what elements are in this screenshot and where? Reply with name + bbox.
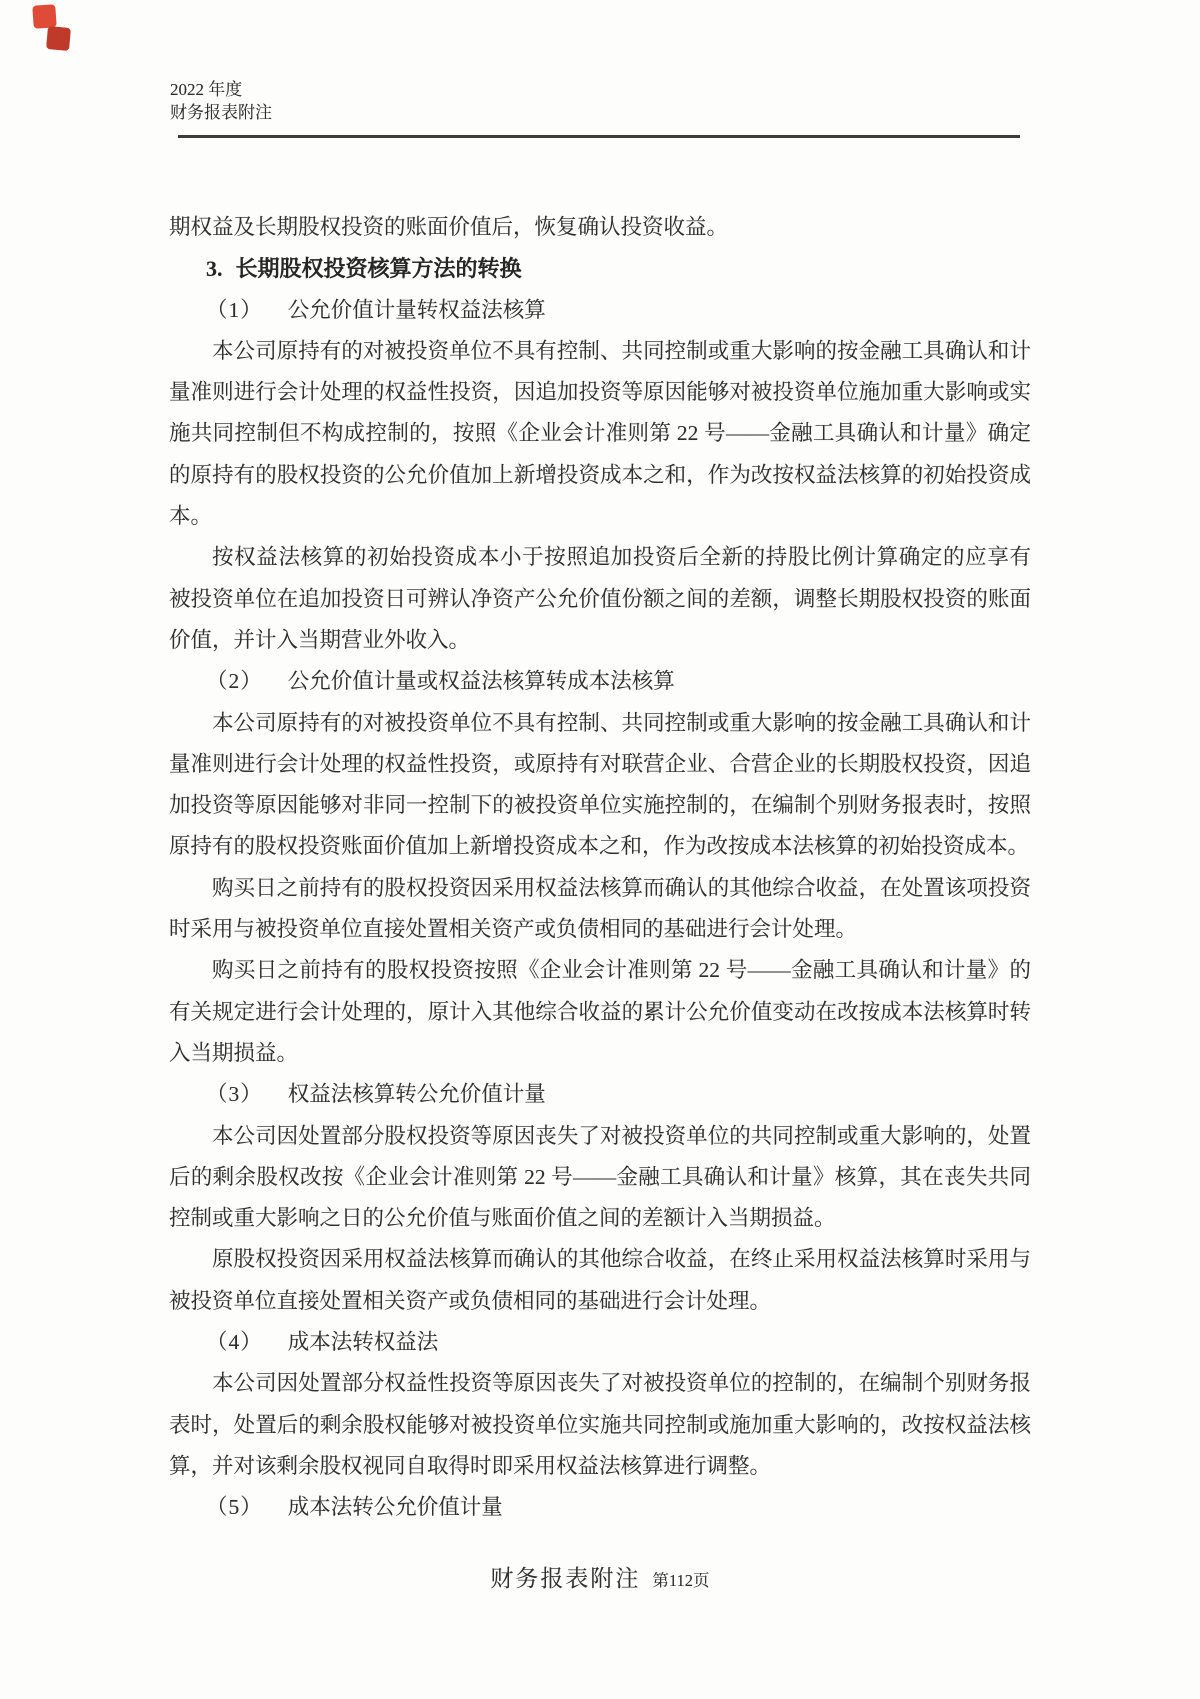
paragraph	[169, 868, 1031, 951]
text-line: 购买日之前持有的股权投资因采用权益法核算而确认的其他综合收益，在处置该项投资	[212, 875, 1031, 900]
text-line: 本公司原持有的对被投资单位不具有控制、共同控制或重大影响的按金融工具确认和计	[212, 710, 1031, 735]
heading-number: 3.	[206, 256, 223, 282]
text-line: 加投资等原因能够对非同一控制下的被投资单位实施控制的，在编制个别财务报表时，按照	[169, 793, 1031, 818]
text-line: 后的剩余股权改按《企业会计准则第 22 号——金融工具确认和计量》核算，其在丧失共同	[169, 1164, 1031, 1189]
paragraph	[169, 1116, 1031, 1240]
heading-number: （3）	[206, 1082, 263, 1107]
text-line: 本公司因处置部分股权投资等原因丧失了对被投资单位的共同控制或重大影响的，处置	[212, 1123, 1031, 1148]
text-line: 价值，并计入当期营业外收入。	[169, 627, 471, 652]
subsection-heading	[169, 290, 1031, 331]
red-corner-mark-1	[32, 4, 57, 29]
text-line: 时采用与被投资单位直接处置相关资产或负债相同的基础进行会计处理。	[169, 917, 858, 942]
text-line: 施共同控制但不构成控制的，按照《企业会计准则第 22 号——金融工具确认和计量》确定	[169, 421, 1031, 446]
subsection-heading	[169, 1322, 1031, 1363]
text-line: 原股权投资因采用权益法核算而确认的其他综合收益，在终止采用权益法核算时采用与	[212, 1247, 1031, 1272]
text-line: 入当期损益。	[169, 1040, 299, 1065]
paragraph	[169, 1239, 1031, 1322]
text-line: 本公司因处置部分权益性投资等原因丧失了对被投资单位的控制的，在编制个别财务报	[212, 1371, 1031, 1396]
text-line: 表时，处置后的剩余股权能够对被投资单位实施共同控制或施加重大影响的，改按权益法核	[169, 1412, 1031, 1437]
text-line: 被投资单位直接处置相关资产或负债相同的基础进行会计处理。	[169, 1288, 772, 1313]
text-line: 本。	[169, 504, 213, 529]
heading-title: 成本法转公允价值计量	[287, 1495, 503, 1520]
text-line: 量准则进行会计处理的权益性投资，或原持有对联营企业、合营企业的长期股权投资，因追	[169, 751, 1031, 776]
text-line: 原持有的股权投资账面价值加上新增投资成本之和，作为改按成本法核算的初始投资成本。	[169, 834, 1030, 859]
paragraph	[169, 331, 1031, 537]
text-line: 期权益及长期股权投资的账面价值后，恢复确认投资收益。	[169, 215, 729, 239]
footer-page-number: 第112页	[652, 1571, 710, 1590]
heading-number: （1）	[206, 297, 263, 322]
heading-title: 公允价值计量或权益法核算转成本法核算	[287, 669, 675, 694]
text-line: 本公司原持有的对被投资单位不具有控制、共同控制或重大影响的按金融工具确认和计	[212, 338, 1031, 363]
text-line: 按权益法核算的初始投资成本小于按照追加投资后全新的持股比例计算确定的应享有	[212, 545, 1031, 570]
heading-number: （4）	[206, 1330, 263, 1355]
heading-title: 权益法核算转公允价值计量	[287, 1082, 546, 1107]
footer-title: 财务报表附注	[490, 1566, 641, 1591]
subsection-heading	[169, 1074, 1031, 1115]
page-header	[170, 79, 1030, 124]
paragraph	[169, 1363, 1031, 1487]
paragraph	[169, 537, 1031, 661]
page-footer	[0, 1560, 1200, 1593]
heading-title: 成本法转权益法	[287, 1330, 439, 1355]
heading-title: 公允价值计量转权益法核算	[287, 297, 546, 322]
text-line: 被投资单位在追加投资日可辨认净资产公允价值份额之间的差额，调整长期股权投资的账面	[169, 586, 1031, 611]
heading-title: 长期股权投资核算方法的转换	[235, 256, 522, 282]
text-line: 量准则进行会计处理的权益性投资，因追加投资等原因能够对被投资单位施加重大影响或实	[169, 380, 1031, 405]
paragraph	[169, 703, 1031, 868]
text-line: 控制或重大影响之日的公允价值与账面价值之间的差额计入当期损益。	[169, 1206, 836, 1231]
section-heading	[169, 248, 1031, 289]
text-line: 购买日之前持有的股权投资按照《企业会计准则第 22 号——金融工具确认和计量》的	[212, 958, 1031, 983]
continuation-paragraph	[169, 207, 1031, 248]
text-line: 有关规定进行会计处理的，原计入其他综合收益的累计公允价值变动在改按成本法核算时转	[169, 999, 1031, 1024]
paragraph	[169, 950, 1031, 1074]
heading-number: （5）	[206, 1495, 263, 1520]
subsection-heading	[169, 661, 1031, 702]
header-year: 2022 年度	[170, 80, 243, 99]
red-corner-mark-2	[46, 26, 71, 51]
text-line: 算，并对该剩余股权视同自取得时即采用权益法核算进行调整。	[169, 1453, 772, 1478]
heading-number: （2）	[206, 669, 263, 694]
subsection-heading	[169, 1487, 1031, 1528]
header-rule	[178, 135, 1020, 138]
text-line: 的原持有的股权投资的公允价值加上新增投资成本之和，作为改按权益法核算的初始投资成	[169, 462, 1031, 487]
header-doc-title: 财务报表附注	[170, 102, 272, 122]
document-body	[169, 207, 1031, 1529]
